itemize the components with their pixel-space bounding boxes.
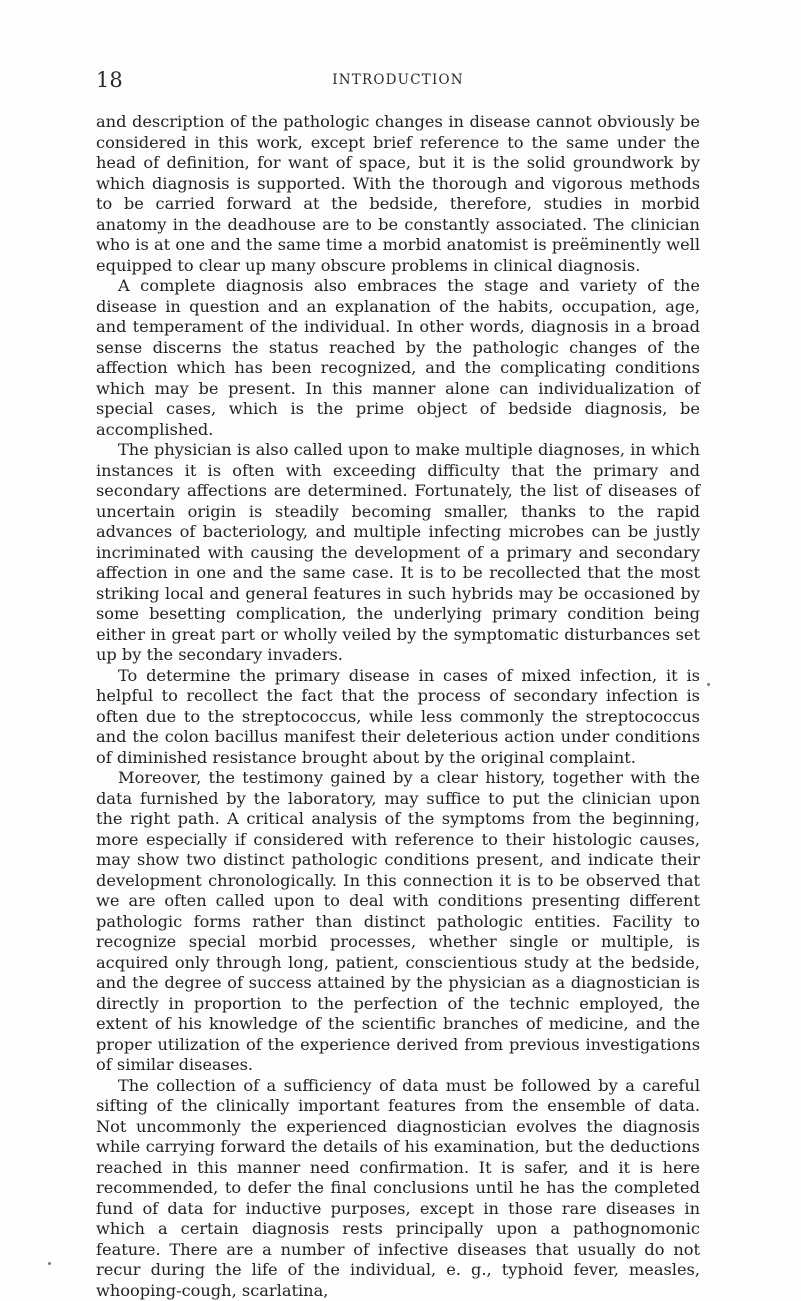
- body-text: [96, 112, 700, 1301]
- paragraph-3: The physician is also called upon to make multiple diagnoses, in which instances it is often with exceeding difficulty that the primary and secondary affections are determined. Fortunately, the list of diseases of uncertain origin is steadily becoming smaller, thanks to the rapid advances of bacteriology, and multiple infecting microbes can be justly incriminated with causing the development of a primary and secondary affection in one and the same case. It is to be recollected that the most striking local and general features in such hybrids may be occasioned by some besetting complication, the underlying primary condition being either in great part or wholly veiled by the symptomatic disturbances set up by the secondary invaders.: [96, 440, 700, 664]
- ink-speck: [707, 683, 710, 686]
- running-head: INTRODUCTION: [332, 72, 464, 88]
- paragraph-6: The collection of a sufficiency of data must be followed by a careful sifting of the clinically important features from the ensemble of data. Not uncommonly the experienced diagnostician evolves the diagnosis while carrying forward the details of his examination, but the deductions reached in this manner need confirmation. It is safer, and it is here recommended, to defer the final conclusions until he has the completed fund of data for inductive purposes, except in those rare diseases in which a certain diagnosis rests principally upon a pathognomonic feature. There are a number of infective diseases that usually do not recur during the life of the individual, e. g., typhoid fever, measles, whooping-cough, scarlatina,: [96, 1075, 700, 1300]
- paragraph-4: To determine the primary disease in cases of mixed infection, it is helpful to recollect the fact that the process of secondary infection is often due to the streptococcus, while less commonly the streptococcus and the colon bacillus manifest their deleterious action under conditions of diminished resistance brought about by the original complaint.: [96, 665, 700, 767]
- ink-speck: [48, 1262, 51, 1265]
- paragraph-5: Moreover, the testimony gained by a clear history, together with the data furnished by the laboratory, may suffice to put the clinician upon the right path. A critical analysis of the symptoms from the beginning, more especially if considered with reference to their histologic causes, may show two distinct pathologic conditions present, and indicate their development chronologically. In this connection it is to be observed that we are often called upon to deal with conditions presenting different pathologic forms rather than distinct pathologic entities. Facility to recognize special morbid processes, whether single or multiple, is acquired only through long, patient, conscientious study at the bedside, and the degree of success attained by the physician as a diagnostician is directly in proportion to the perfection of the technic employed, the extent of his knowledge of the scientific branches of medicine, and the proper utilization of the experience derived from previous investigations of similar diseases.: [96, 768, 700, 1074]
- paragraph-2: A complete diagnosis also embraces the stage and variety of the disease in question and an explanation of the habits, occupation, age, and temperament of the individual. In other words, diagnosis in a broad sense discerns the status reached by the pathologic changes of the affection which has been recognized, and the complicating conditions which may be present. In this manner alone can individualization of special cases, which is the prime object of bedside diagnosis, be accomplished.: [96, 276, 700, 439]
- page-header: [96, 68, 700, 96]
- paragraph-1: and description of the pathologic changes in disease cannot obviously be considered in this work, except brief reference to the same under the head of definition, for want of space, but it is the solid groundwork by which diagnosis is supported. With the thorough and vigorous methods to be carried forward at the bedside, therefore, studies in morbid anatomy in the deadhouse are to be constantly associated. The clinician who is at one and the same time a morbid anatomist is preëminently well equipped to clear up many obscure problems in clinical diagnosis.: [96, 112, 700, 275]
- page-number: 18: [96, 68, 123, 92]
